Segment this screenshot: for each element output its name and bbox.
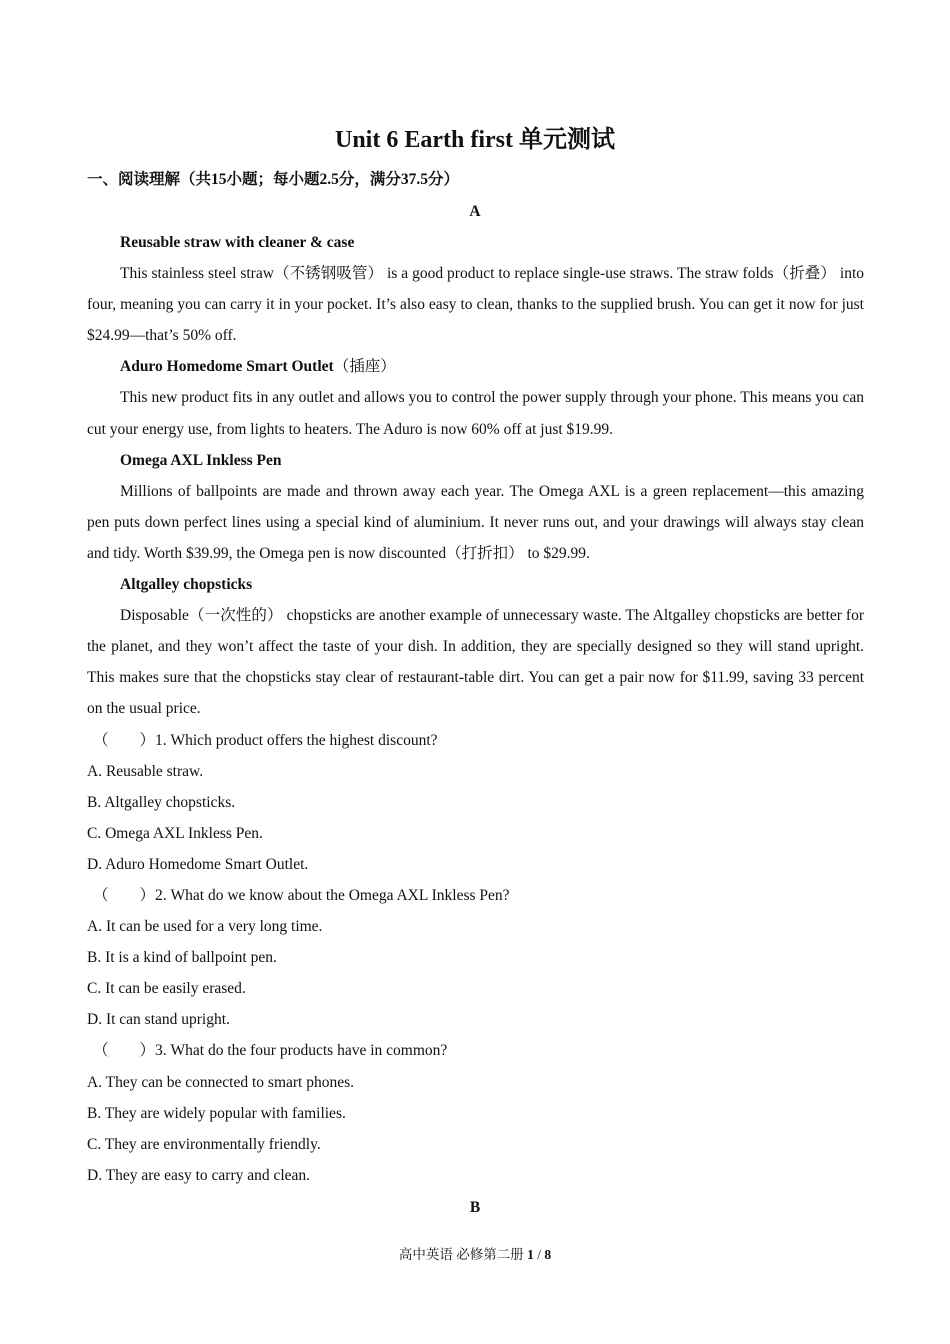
question-option: C. Omega AXL Inkless Pen.: [87, 824, 263, 842]
footer-separator: /: [533, 1247, 545, 1262]
page-title: Unit 6 Earth first 单元测试: [335, 127, 615, 153]
product-text: Millions of ballpoints are made and thrown away each year. The Omega AXL is a green replacement—this amazing pen puts down perfect lines using a special kind of aluminium. It never runs out, and your drawings will always stay clean and tidy. Worth $39.99, the Omega pen is now discounted（打折扣） to $29.99.: [87, 482, 864, 562]
question-option: D. It can stand upright.: [87, 1011, 230, 1029]
question-stem: （ ）3. What do the four products have in common?: [93, 1042, 448, 1060]
question-option: A. They can be connected to smart phones.: [87, 1073, 355, 1091]
page-footer: [0, 1243, 950, 1267]
product-heading-note: （插座）: [333, 358, 396, 376]
passage-label-a: A: [469, 203, 481, 220]
product-text: Disposable（一次性的） chopsticks are another example of unnecessary waste. The Altgalley chopsticks are better for the planet, and they won’t affect the taste of your dish. In addition, they are specially designed so they will stand upright. This makes sure that the chopsticks stay clear of restaurant-table dirt. You can get a pair now for $11.99, saving 33 percent on the usual price.: [87, 607, 864, 718]
product-text: This new product fits in any outlet and allows you to control the power supply through your phone. This means you can cut your energy use, from lights to heaters. The Aduro is now 60% off at just $19.99.: [87, 389, 864, 438]
product-heading: Altgalley chopsticks: [120, 576, 253, 594]
footer-book: 高中英语 必修第二册: [398, 1247, 524, 1262]
question-option: A. It can be used for a very long time.: [87, 918, 323, 936]
question-option: C. It can be easily erased.: [87, 980, 246, 998]
question-option: D. Aduro Homedome Smart Outlet.: [87, 855, 309, 873]
passage-label-b: B: [469, 1199, 481, 1216]
footer-page-number: 1: [527, 1247, 534, 1262]
product-heading: [87, 351, 864, 382]
section-heading: 一、阅读理解（共15小题；每小题2.5分，满分37.5分）: [87, 171, 460, 188]
question-option: B. They are widely popular with families.: [87, 1104, 346, 1122]
footer-total-pages: 8: [544, 1247, 552, 1262]
question-option: D. They are easy to carry and clean.: [87, 1166, 311, 1184]
question-option: C. They are environmentally friendly.: [87, 1135, 321, 1153]
product-text: This stainless steel straw（不锈钢吸管） is a good product to replace single-use straws. The straw folds（折叠） into four, meaning you can carry it in your pocket. It’s also easy to clean, thanks to the supplied brush. You can get it now for just $24.99—that’s 50% off.: [87, 265, 864, 345]
passage-a-body: [87, 227, 864, 1191]
question-stem: （ ）2. What do we know about the Omega AXL Inkless Pen?: [93, 886, 510, 904]
product-heading: Omega AXL Inkless Pen: [120, 451, 282, 469]
question-option: B. It is a kind of ballpoint pen.: [87, 949, 277, 967]
question-option: B. Altgalley chopsticks.: [87, 793, 236, 811]
product-heading-title: Aduro Homedome Smart Outlet: [120, 358, 334, 376]
question-option: A. Reusable straw.: [87, 762, 204, 780]
product-heading: Reusable straw with cleaner & case: [120, 234, 355, 251]
question-stem: （ ）1. Which product offers the highest discount?: [93, 731, 438, 749]
